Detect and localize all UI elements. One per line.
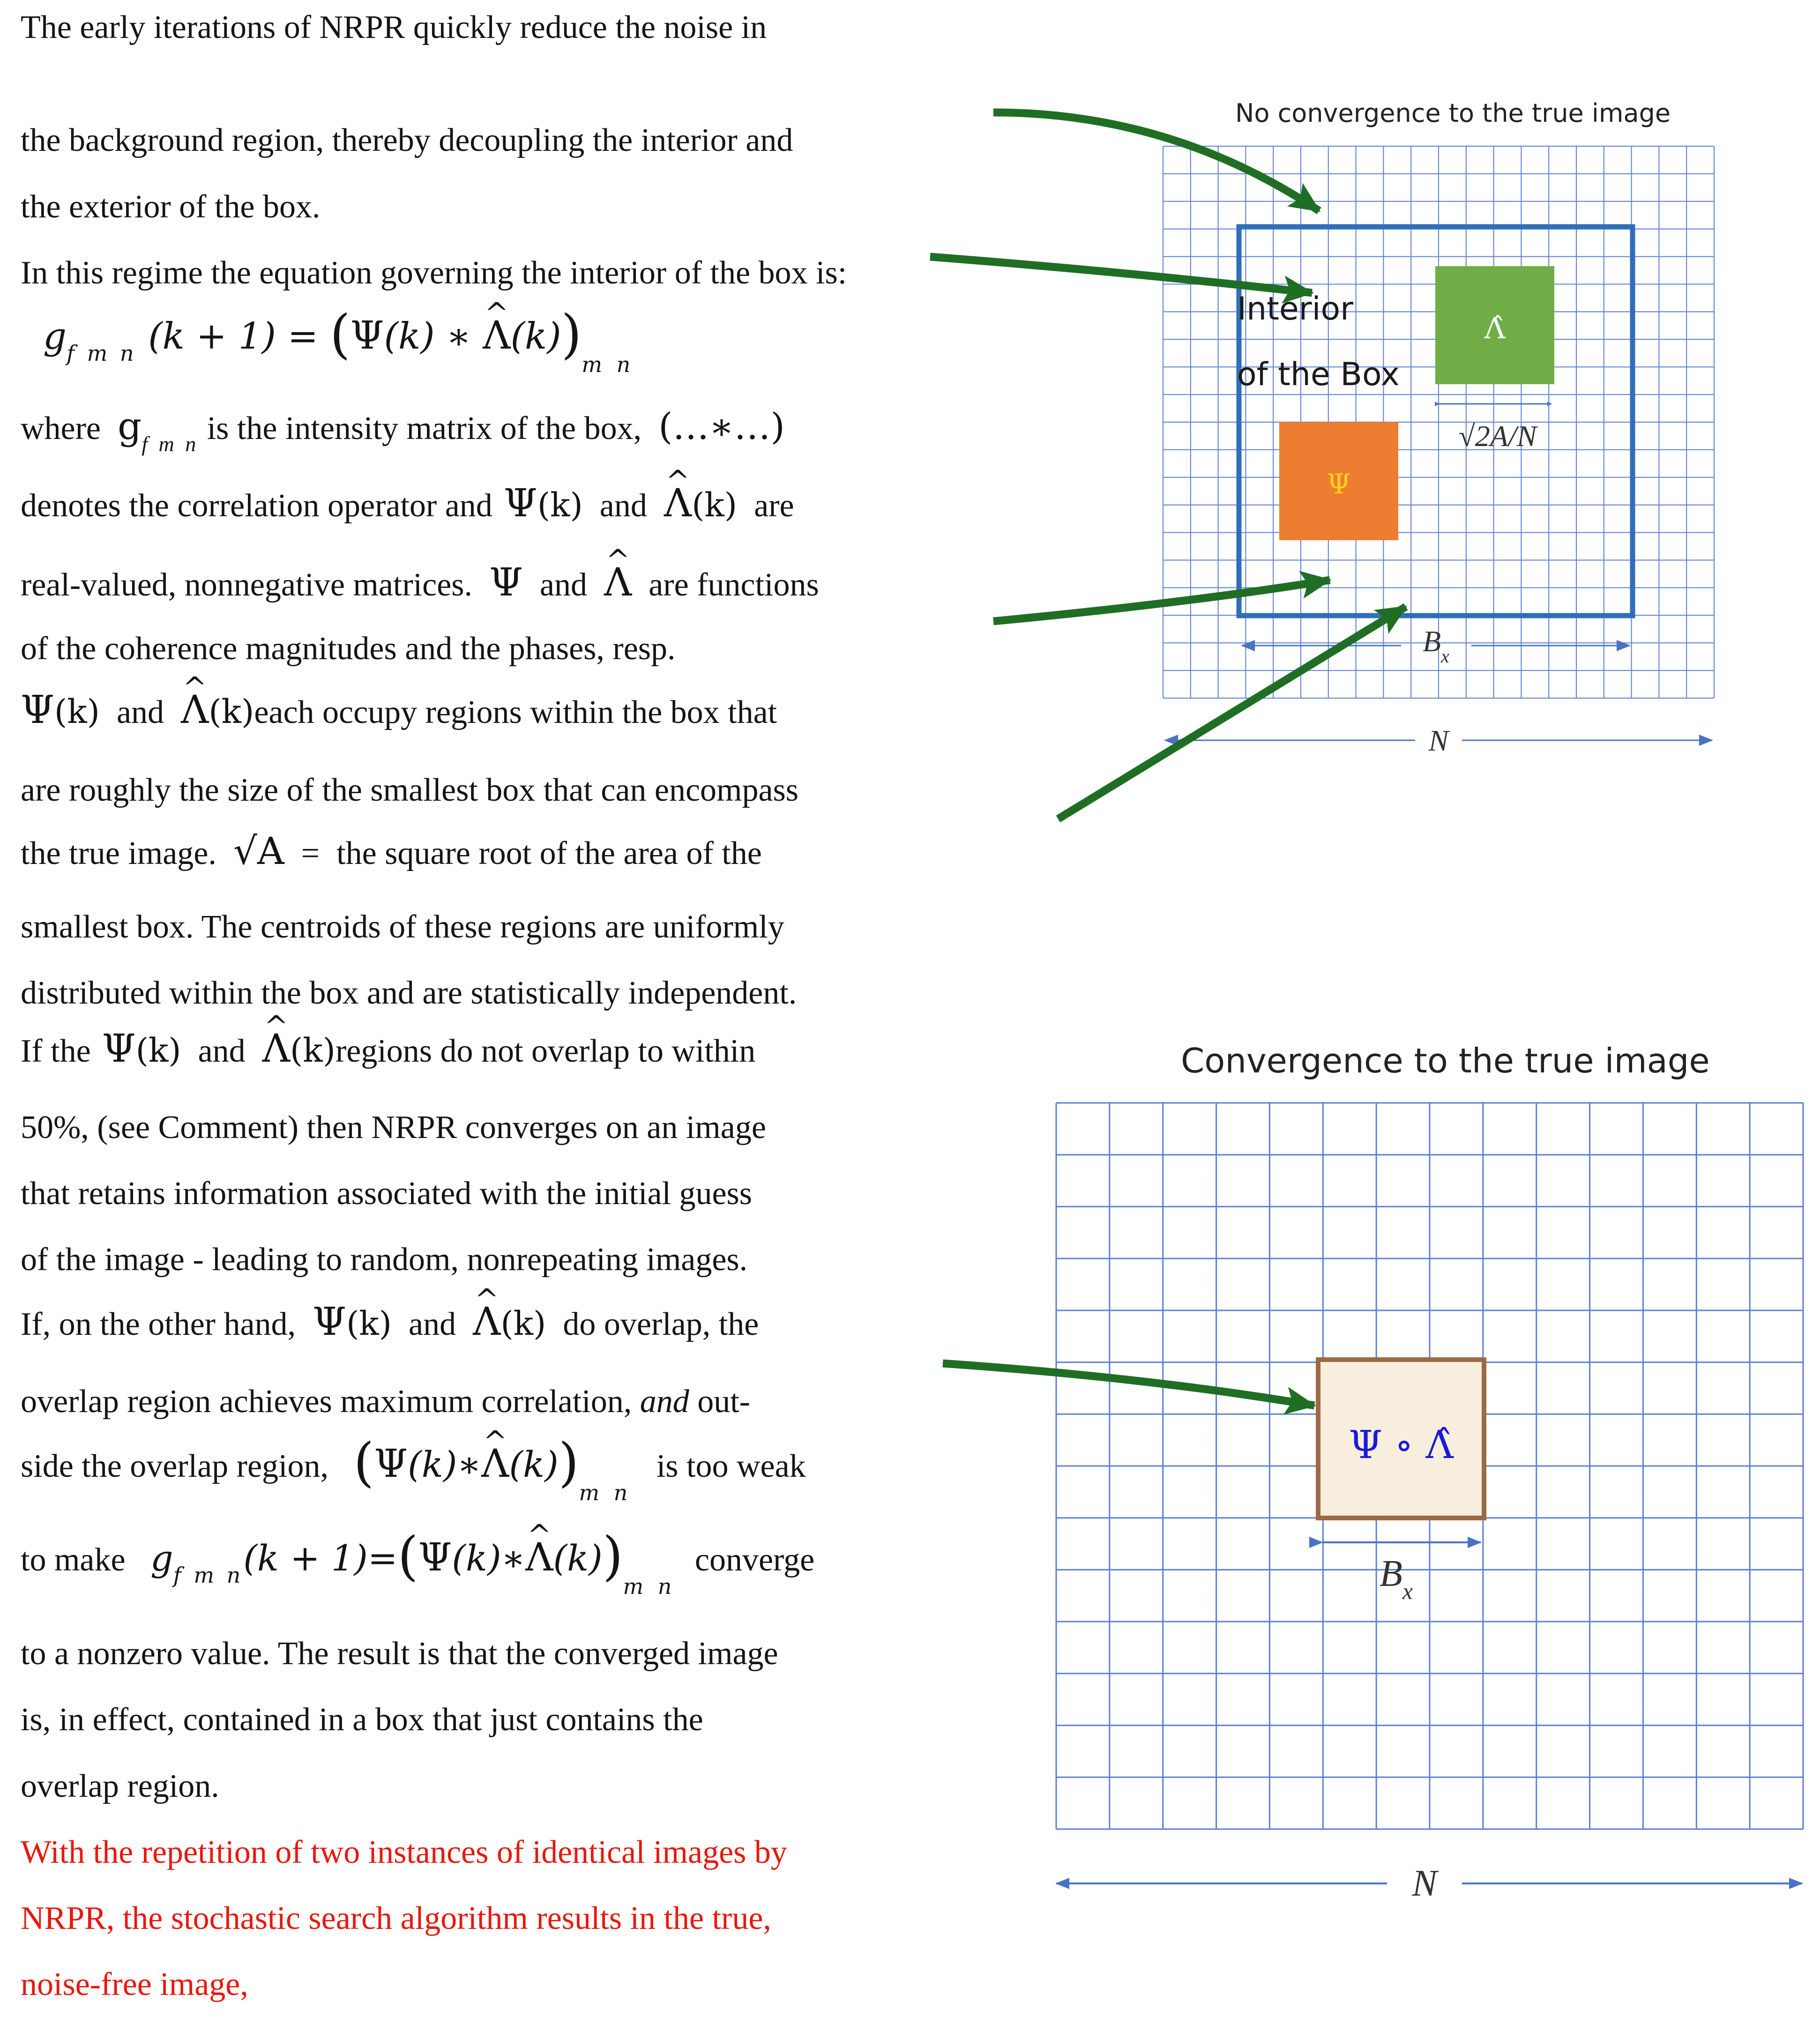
text-line: overlap region achieves maximum correlation, and out- [21, 1384, 750, 1420]
n-label-bottom: N [1412, 1863, 1437, 1904]
text-line: that retains information associated with the initial guess [21, 1176, 753, 1212]
green-arrow [1058, 607, 1406, 819]
dimension-label: √2A/N [1458, 419, 1537, 453]
red-text-line: With the repetition of two instances of identical images by [21, 1834, 787, 1870]
text-line: of the coherence magnitudes and the phases, resp. [21, 631, 676, 667]
text-line: are roughly the size of the smallest box that can encompass [21, 772, 799, 808]
text-line: side the overlap region, (Ψ(k)∗^ $\Lambda(k))_{m n}$ is too weak [21, 1443, 806, 1512]
n-label-top: N [1428, 724, 1449, 757]
text-line: distributed within the box and are statistically independent. [21, 975, 797, 1011]
text-line: is, in effect, contained in a box that just contains the [21, 1702, 703, 1738]
top-figure-title: No convergence to the true image [1235, 98, 1671, 128]
bx-label-bottom: $B_x$ [1380, 1553, 1413, 1604]
psi-symbol-top: Ψ [1327, 468, 1351, 500]
interior-label-line2: of the Box [1237, 356, 1400, 393]
bottom-figure [943, 1103, 1803, 1904]
text-line: the background region, thereby decoupling the interior and [21, 122, 793, 158]
green-arrow [943, 1363, 1314, 1406]
text-line: the true image. √A = the square root of the area of the [21, 829, 762, 873]
text-line: If, on the other hand, Ψ(k) and^ Λ(k) do overlap, the [21, 1302, 759, 1344]
bottom-figure-title: Convergence to the true image [1181, 1041, 1710, 1080]
red-text-line: noise-free image, [21, 1966, 248, 2002]
lambda-symbol-top: Λ̂ [1484, 311, 1506, 345]
text-line: overlap region. [21, 1768, 219, 1804]
green-arrow [930, 257, 1312, 293]
g-symbol: g [118, 404, 142, 448]
text-line: real-valued, nonnegative matrices. Ψ and^ Λ are functions [21, 563, 819, 605]
text-line: If the Ψ(k) and^ Λ(k)regions do not overlap to within [21, 1029, 755, 1071]
text-line: of the image - leading to random, nonrepeating images. [21, 1242, 748, 1278]
text-line: In this regime the equation governing the interior of the box is: [21, 255, 847, 291]
overlap-label: Ψ ∘ Λ̂ [1349, 1423, 1454, 1467]
text-line: The early iterations of NRPR quickly reduce the noise in [21, 9, 767, 45]
text-line: Ψ(k) and^ Λ(k)each occupy regions within the box that [21, 691, 777, 732]
interior-label-line1: Interior [1237, 290, 1354, 327]
red-text-line: NRPR, the stochastic search algorithm results in the true, [21, 1900, 771, 1936]
text-line: to a nonzero value. The result is that the converged image [21, 1636, 778, 1672]
text-line: smallest box. The centroids of these regions are uniformly [21, 909, 784, 945]
bx-label-top: $B_x$ [1423, 625, 1449, 667]
text-line: 50%, (see Comment) then NRPR converges on an image [21, 1109, 766, 1146]
top-figure [930, 112, 1714, 819]
text-line: to make $g_{f m n}(k$ + 1)=(Ψ(k)∗^ $\Lambda(k))_{m n}$ converge [21, 1537, 814, 1606]
text-line: where $g_{f m n}$ is the intensity matrix of the box, (…∗…) [21, 404, 785, 456]
text-line: denotes the correlation operator and Ψ(k) and^ Λ(k) are [21, 484, 794, 526]
equation-main: $g_{f m n}$ (k + 1) = (Ψ(k) ∗ ^ $\Lambda(k))_{m n}$ [43, 315, 634, 384]
text-line: the exterior of the box. [21, 189, 321, 225]
